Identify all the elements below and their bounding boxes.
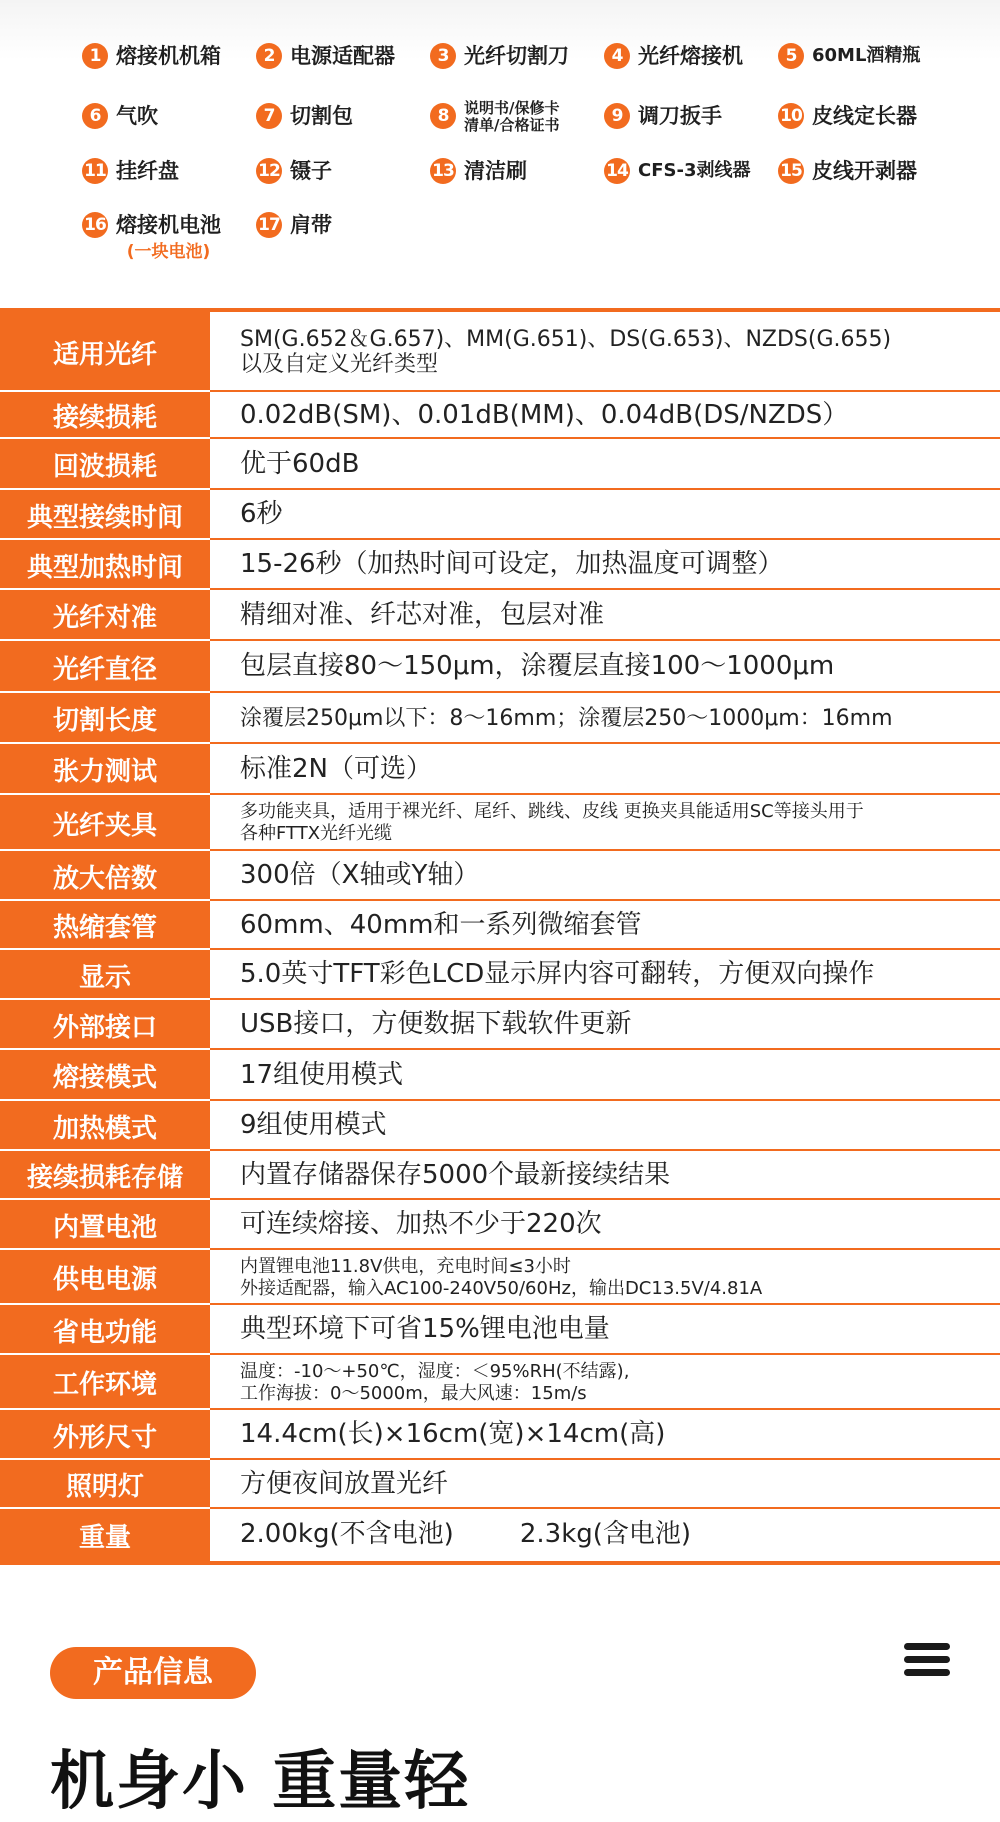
spec-value xyxy=(210,641,1000,693)
spec-value-line: 17组使用模式 xyxy=(240,1059,404,1090)
spec-value xyxy=(210,1305,1000,1355)
spec-value xyxy=(210,950,1000,1000)
spec-value xyxy=(210,1151,1000,1200)
number-badge: 7 xyxy=(256,103,282,129)
spec-row xyxy=(0,1305,1000,1355)
spec-value xyxy=(210,1250,1000,1305)
number-badge: 3 xyxy=(430,43,456,69)
headline: 机身小 重量轻 xyxy=(50,1745,471,1819)
spec-key: 放大倍数 xyxy=(0,851,210,901)
number-badge: 10 xyxy=(778,103,804,129)
number-badge: 5 xyxy=(778,43,804,69)
spec-key: 典型加热时间 xyxy=(0,540,210,590)
accessory-sublabel: (一块电池) xyxy=(126,242,211,262)
accessory-item xyxy=(604,155,750,187)
spec-key: 张力测试 xyxy=(0,744,210,795)
spec-value-line: 多功能夹具，适用于裸光纤、尾纤、跳线、皮线 更换夹具能适用SC等接头用于 xyxy=(240,801,864,823)
product-info-section xyxy=(0,1565,1000,1819)
number-badge: 1 xyxy=(82,43,108,69)
spec-value xyxy=(210,590,1000,641)
spec-key: 供电电源 xyxy=(0,1250,210,1305)
spec-value-line: 5.0英寸TFT彩色LCD显示屏内容可翻转，方便双向操作 xyxy=(240,959,875,990)
spec-value xyxy=(210,901,1000,950)
spec-value xyxy=(210,851,1000,901)
number-badge: 17 xyxy=(256,212,282,238)
spec-value-line: 各种FTTX光纤光缆 xyxy=(240,823,393,844)
number-badge: 2 xyxy=(256,43,282,69)
number-badge: 6 xyxy=(82,103,108,129)
spec-value-line: SM(G.652＆G.657)、MM(G.651)、DS(G.653)、NZDS(G.655) xyxy=(240,326,892,352)
accessory-item xyxy=(604,40,743,72)
number-badge: 12 xyxy=(256,158,282,184)
spec-value-line: 温度：-10～+50℃，湿度：＜95%RH(不结露), xyxy=(240,1360,630,1382)
spec-value-line: 60mm、40mm和一系列微缩套管 xyxy=(240,909,642,940)
spec-value-line: 优于60dB xyxy=(240,448,360,479)
accessories-list xyxy=(0,0,1000,308)
accessory-label: 切割包 xyxy=(290,104,353,128)
spec-key: 照明灯 xyxy=(0,1460,210,1509)
spec-key: 接续损耗存储 xyxy=(0,1151,210,1200)
spec-value-line: 典型环境下可省15%锂电池电量 xyxy=(240,1314,610,1345)
spec-key: 熔接模式 xyxy=(0,1050,210,1101)
spec-value-line: USB接口，方便数据下载软件更新 xyxy=(240,1009,632,1040)
spec-value-line: 以及自定义光纤类型 xyxy=(240,352,439,377)
accessory-label-line2: 清单/合格证书 xyxy=(464,116,560,134)
spec-row xyxy=(0,1410,1000,1460)
spec-value-line: 可连续熔接、加热不少于220次 xyxy=(240,1209,602,1240)
spec-value xyxy=(210,1355,1000,1410)
menu-bar xyxy=(904,1656,950,1663)
accessory-label: 光纤切割刀 xyxy=(464,44,569,68)
spec-value-line: 工作海拔：0～5000m，最大风速：15m/s xyxy=(240,1382,587,1404)
spec-key: 接续损耗 xyxy=(0,392,210,439)
spec-value xyxy=(210,1000,1000,1050)
spec-row xyxy=(0,795,1000,851)
spec-value-line: 15-26秒（加热时间可设定，加热温度可调整） xyxy=(240,549,784,580)
accessory-label: 清洁刷 xyxy=(464,159,527,183)
spec-row xyxy=(0,1151,1000,1200)
spec-row xyxy=(0,1355,1000,1410)
spec-key: 内置电池 xyxy=(0,1200,210,1250)
spec-row xyxy=(0,901,1000,950)
spec-key: 热缩套管 xyxy=(0,901,210,950)
spec-key: 回波损耗 xyxy=(0,439,210,490)
spec-row xyxy=(0,1000,1000,1050)
number-badge: 13 xyxy=(430,158,456,184)
accessory-label: 说明书/保修卡 xyxy=(464,99,560,117)
spec-key: 切割长度 xyxy=(0,693,210,744)
spec-key: 显示 xyxy=(0,950,210,1000)
spec-value xyxy=(210,1101,1000,1151)
accessory-label: 气吹 xyxy=(116,104,158,128)
accessory-label: 熔接机机箱 xyxy=(116,44,221,68)
spec-value xyxy=(210,1410,1000,1460)
spec-row xyxy=(0,490,1000,540)
accessory-item xyxy=(778,100,917,132)
spec-key: 光纤直径 xyxy=(0,641,210,693)
spec-value xyxy=(210,1509,1000,1561)
spec-value-line: 标准2N（可选） xyxy=(240,753,432,784)
spec-value-line: 14.4cm(长)×16cm(宽)×14cm(高) xyxy=(240,1419,666,1450)
spec-value xyxy=(210,1460,1000,1509)
number-badge: 4 xyxy=(604,43,630,69)
spec-key: 光纤夹具 xyxy=(0,795,210,851)
spec-value-line: 精细对准、纤芯对准，包层对准 xyxy=(240,599,605,630)
spec-value xyxy=(210,439,1000,490)
spec-row xyxy=(0,851,1000,901)
spec-row xyxy=(0,590,1000,641)
number-badge: 9 xyxy=(604,103,630,129)
accessory-item xyxy=(430,100,559,134)
number-badge: 15 xyxy=(778,158,804,184)
spec-row xyxy=(0,312,1000,392)
accessory-label: 皮线定长器 xyxy=(812,104,917,128)
spec-key: 省电功能 xyxy=(0,1305,210,1355)
spec-row xyxy=(0,693,1000,744)
spec-value xyxy=(210,693,1000,744)
spec-key: 重量 xyxy=(0,1509,210,1561)
accessory-label: 调刀扳手 xyxy=(638,104,722,128)
spec-value-line: 6秒 xyxy=(240,499,283,530)
spec-table xyxy=(0,308,1000,1565)
spec-row xyxy=(0,641,1000,693)
accessory-label: 肩带 xyxy=(290,213,332,237)
spec-value-line: 内置锂电池11.8V供电，充电时间≤3小时 xyxy=(240,1255,571,1277)
spec-value-line: 0.02dB(SM)、0.01dB(MM)、0.04dB(DS/NZDS） xyxy=(240,399,849,430)
section-pill: 产品信息 xyxy=(50,1647,256,1699)
accessory-item xyxy=(82,40,221,72)
spec-row xyxy=(0,1050,1000,1101)
spec-key: 光纤对准 xyxy=(0,590,210,641)
spec-value xyxy=(210,795,1000,851)
accessory-label: 皮线开剥器 xyxy=(812,159,917,183)
spec-value-line: 9组使用模式 xyxy=(240,1110,387,1141)
accessory-label: 熔接机电池 xyxy=(116,213,221,237)
spec-row xyxy=(0,744,1000,795)
spec-key: 适用光纤 xyxy=(0,312,210,392)
accessory-item xyxy=(256,209,332,241)
spec-value xyxy=(210,490,1000,540)
accessory-item xyxy=(256,40,395,72)
accessory-item xyxy=(778,155,917,187)
spec-row xyxy=(0,392,1000,439)
spec-key: 典型接续时间 xyxy=(0,490,210,540)
spec-value-line: 方便夜间放置光纤 xyxy=(240,1468,449,1499)
spec-value xyxy=(210,540,1000,590)
menu-bar xyxy=(904,1643,950,1650)
accessory-item xyxy=(256,100,353,132)
spec-row xyxy=(0,950,1000,1000)
accessory-item xyxy=(82,100,158,132)
spec-row xyxy=(0,439,1000,490)
spec-value-line: 300倍（X轴或Y轴） xyxy=(240,860,480,891)
accessory-item xyxy=(430,40,569,72)
spec-row xyxy=(0,1200,1000,1250)
number-badge: 11 xyxy=(82,158,108,184)
spec-value xyxy=(210,392,1000,439)
accessory-label: 60ML酒精瓶 xyxy=(812,45,921,66)
accessory-label: 镊子 xyxy=(290,159,332,183)
menu-bar xyxy=(904,1669,950,1676)
spec-value xyxy=(210,1050,1000,1101)
accessory-label: 挂纤盘 xyxy=(116,159,179,183)
accessory-item xyxy=(604,100,722,132)
spec-value-line: 外接适配器，输入AC100-240V50/60Hz，输出DC13.5V/4.81A xyxy=(240,1277,763,1299)
spec-key: 外部接口 xyxy=(0,1000,210,1050)
spec-value xyxy=(210,1200,1000,1250)
spec-value-line: 内置存储器保存5000个最新接续结果 xyxy=(240,1159,671,1190)
spec-row xyxy=(0,540,1000,590)
number-badge: 16 xyxy=(82,212,108,238)
spec-value-line: 涂覆层250μm以下：8～16mm；涂覆层250～1000μm：16mm xyxy=(240,705,893,731)
spec-value-line: 2.00kg(不含电池) 2.3kg(含电池) xyxy=(240,1519,692,1550)
spec-key: 工作环境 xyxy=(0,1355,210,1410)
menu-icon[interactable] xyxy=(904,1643,950,1677)
accessory-item xyxy=(778,40,920,72)
spec-row xyxy=(0,1250,1000,1305)
accessory-item xyxy=(430,155,527,187)
spec-row xyxy=(0,1509,1000,1561)
accessory-item xyxy=(82,155,179,187)
accessory-item xyxy=(256,155,332,187)
accessory-label: 光纤熔接机 xyxy=(638,44,743,68)
number-badge: 14 xyxy=(604,158,630,184)
spec-row xyxy=(0,1101,1000,1151)
spec-key: 加热模式 xyxy=(0,1101,210,1151)
accessory-label: 电源适配器 xyxy=(290,44,395,68)
accessory-label: CFS-3剥线器 xyxy=(638,160,751,181)
spec-row xyxy=(0,1460,1000,1509)
spec-value xyxy=(210,744,1000,795)
spec-key: 外形尺寸 xyxy=(0,1410,210,1460)
spec-value xyxy=(210,312,1000,392)
accessory-item xyxy=(82,209,221,263)
number-badge: 8 xyxy=(430,103,456,129)
spec-value-line: 包层直接80～150μm，涂覆层直接100～1000μm xyxy=(240,651,835,682)
